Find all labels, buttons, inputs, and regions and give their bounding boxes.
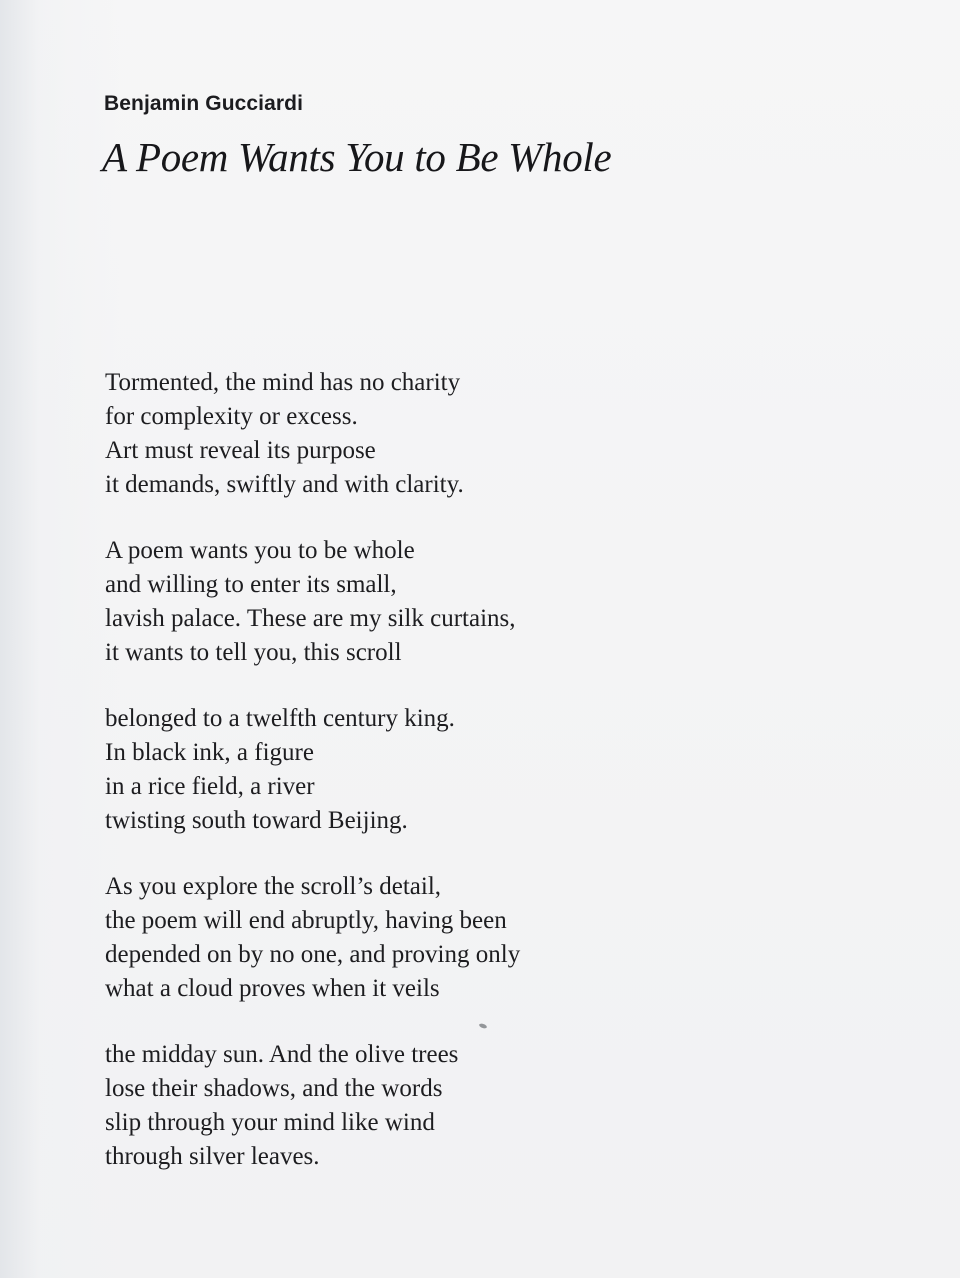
poem-line: it wants to tell you, this scroll bbox=[105, 639, 402, 666]
poem-line: for complexity or excess. bbox=[105, 403, 358, 430]
poem-line: Tormented, the mind has no charity bbox=[105, 369, 461, 396]
poem-line: what a cloud proves when it veils bbox=[105, 975, 440, 1002]
poem-line: Art must reveal its purpose bbox=[105, 437, 376, 464]
stanza-3 bbox=[105, 702, 520, 838]
poem-line: A poem wants you to be whole bbox=[105, 537, 415, 564]
stanza-1 bbox=[105, 366, 520, 502]
poem-author: Benjamin Gucciardi bbox=[104, 92, 304, 115]
poem-line: the poem will end abruptly, having been bbox=[105, 907, 507, 934]
poem-line: lavish palace. These are my silk curtains, bbox=[105, 605, 516, 632]
stanza-5 bbox=[105, 1038, 520, 1174]
poem-line: depended on by no one, and proving only bbox=[105, 941, 521, 968]
stanza-4 bbox=[105, 870, 520, 1006]
poem-title: A Poem Wants You to Be Whole bbox=[102, 134, 612, 180]
poem-line: slip through your mind like wind bbox=[105, 1109, 435, 1136]
poem-line: twisting south toward Beijing. bbox=[105, 807, 408, 834]
poem-body bbox=[105, 366, 520, 1206]
poem-line: through silver leaves. bbox=[105, 1143, 320, 1170]
poem-line: lose their shadows, and the words bbox=[105, 1075, 443, 1102]
poem-line: and willing to enter its small, bbox=[105, 571, 397, 598]
poem-line: belonged to a twelfth century king. bbox=[105, 705, 455, 732]
stanza-2 bbox=[105, 534, 520, 670]
poem-line: the midday sun. And the olive trees bbox=[105, 1041, 459, 1068]
poem-line: it demands, swiftly and with clarity. bbox=[105, 471, 464, 498]
poem-line: in a rice field, a river bbox=[105, 773, 315, 800]
poem-line: In black ink, a figure bbox=[105, 739, 314, 766]
poem-line: As you explore the scroll’s detail, bbox=[105, 873, 442, 900]
